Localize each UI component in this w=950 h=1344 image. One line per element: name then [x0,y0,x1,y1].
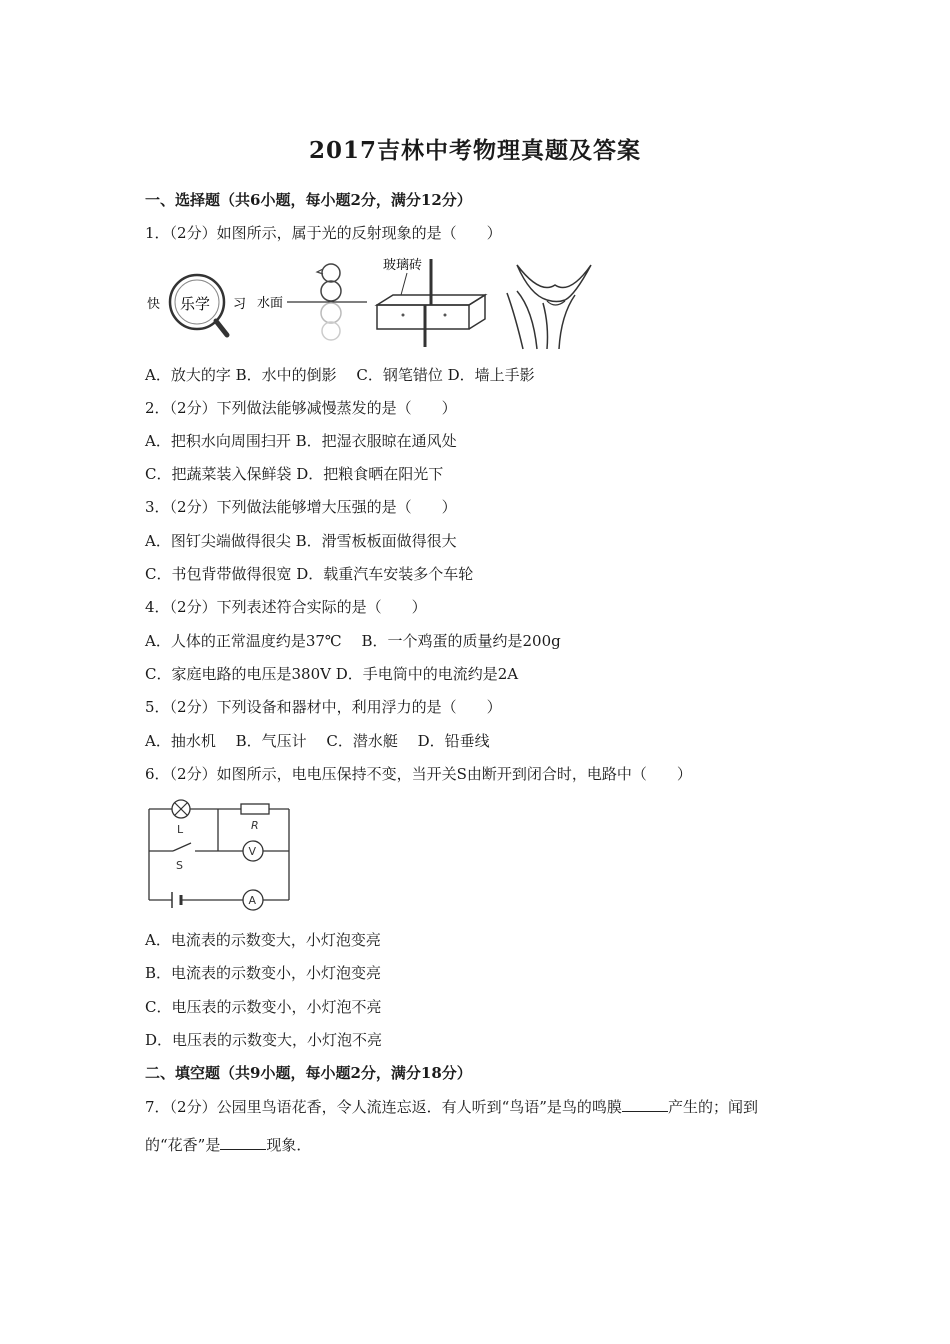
label-voltmeter: V [248,845,257,858]
label-practice: 习 [233,297,247,312]
glass-brick-figure [377,257,485,347]
question-5-stem: 5．（2分）下列设备和器材中，利用浮力的是（ ） [145,698,502,716]
question-3-stem: 3．（2分）下列做法能够增大压强的是（ ） [145,498,457,516]
figure-optics [145,255,595,355]
battery-symbol [172,892,181,908]
page-title: 2017吉林中考物理真题及答案 [308,137,641,164]
water-reflection-figure [257,264,367,340]
label-water: 水面 [257,296,284,311]
question-6-option-c: C．电压表的示数变小，小灯泡不亮 [145,998,382,1016]
question-4-options-row1: A．人体的正常温度约是37℃ B．一个鸡蛋的质量约是200g [145,632,561,650]
question-6-stem: 6．（2分）如图所示，电电压保持不变，当开关S由断开到闭合时，电路中（ ） [145,765,692,783]
figure-circuit [145,797,295,912]
question-7-line2 [145,1135,311,1155]
question-1-stem: 1．（2分）如图所示，属于光的反射现象的是（ ） [145,224,502,242]
question-6-option-b: B．电流表的示数变小，小灯泡变亮 [145,964,382,982]
question-7-text-part2: 产生的；闻到 [667,1098,758,1116]
question-7-text-part3: 的“花香”是 [145,1136,221,1154]
question-7-text-part4: 现象． [266,1136,312,1154]
question-4-options-row2: C．家庭电路的电压是380V D．手电筒中的电流约是2A [145,665,519,683]
section-heading-choice: 一、选择题（共6小题，每小题2分，满分12分） [145,191,472,209]
label-ammeter: A [248,894,257,907]
question-2-options-row2: C．把蔬菜装入保鲜袋 D．把粮食晒在阳光下 [145,465,444,483]
question-2-options-row1: A．把积水向周围扫开 B．把湿衣服晾在通风处 [145,432,457,450]
label-resistor: R [251,819,259,832]
question-1-options: A．放大的字 B．水中的倒影 C．钢笔错位 D．墙上手影 [145,366,535,384]
question-6-option-d: D．电压表的示数变大，小灯泡不亮 [145,1031,383,1049]
question-3-options-row1: A．图钉尖端做得很尖 B．滑雪板板面做得很大 [145,532,457,550]
question-6-option-a: A．电流表的示数变大，小灯泡变亮 [145,931,381,949]
label-fast: 快 [147,297,161,312]
answer-blank-1[interactable] [622,1097,668,1112]
label-switch: S [176,859,183,872]
question-4-stem: 4．（2分）下列表述符合实际的是（ ） [145,598,427,616]
hand-shadow-figure [507,265,591,349]
section-heading-fill: 二、填空题（共9小题，每小题2分，满分18分） [145,1064,472,1082]
question-5-options: A．抽水机 B．气压计 C．潜水艇 D．铅垂线 [145,732,490,750]
question-7-text-part1: 7．（2分）公园里鸟语花香，令人流连忘返．有人听到“鸟语”是鸟的鸣膜 [145,1098,622,1116]
lamp-symbol [172,800,190,818]
question-2-stem: 2．（2分）下列做法能够减慢蒸发的是（ ） [145,399,457,417]
label-glass: 玻璃砖 [383,258,423,273]
label-lamp: L [177,823,184,836]
magnifier-figure [147,275,246,335]
question-3-options-row2: C．书包背带做得很宽 D．载重汽车安装多个车轮 [145,565,474,583]
answer-blank-2[interactable] [220,1135,266,1150]
resistor-symbol [241,804,269,814]
label-learn: 乐学 [180,295,211,313]
question-7-line1 [145,1097,758,1117]
